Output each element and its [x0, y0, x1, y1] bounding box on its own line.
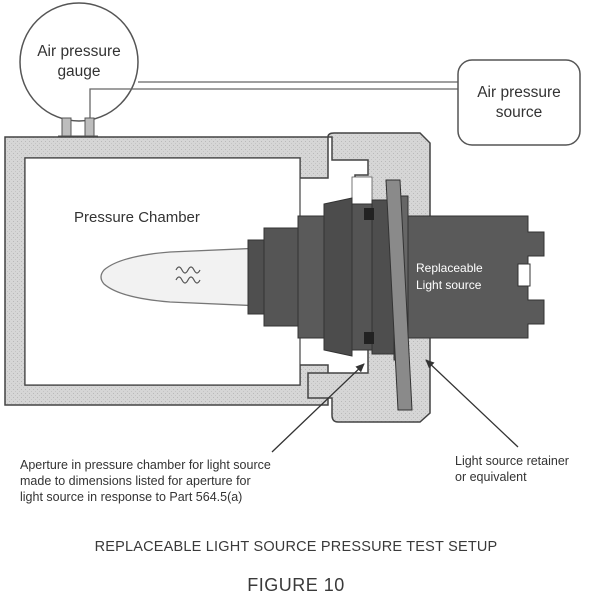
source-label-line2: source: [495, 104, 543, 121]
retainer-note-line2: or equivalent: [455, 470, 527, 484]
air-pressure-source: [458, 60, 580, 145]
aperture-note-line3: light source in response to Part 564.5(a): [20, 490, 243, 504]
retainer-note: [455, 453, 585, 485]
aperture-note: [20, 457, 340, 505]
figure-caption: REPLACEABLE LIGHT SOURCE PRESSURE TEST SETUP: [94, 539, 498, 555]
light-source-label-line2: Light source: [416, 278, 482, 292]
source-label-line1: Air pressure: [477, 84, 561, 101]
light-source-label-line1: Replaceable: [416, 261, 483, 275]
gauge-label-line1: Air pressure: [37, 43, 121, 60]
retainer-pointer-arrow: [426, 360, 518, 447]
chamber-label: Pressure Chamber: [74, 209, 200, 226]
air-pressure-gauge: [20, 3, 138, 121]
figure-number: FIGURE 10: [247, 575, 345, 595]
aperture-note-line1: Aperture in pressure chamber for light source: [20, 458, 271, 472]
air-line-pipe: [90, 82, 458, 120]
aperture-note-line2: made to dimensions listed for aperture for: [20, 474, 251, 488]
retainer-note-line1: Light source retainer: [455, 454, 569, 468]
gauge-label-line2: gauge: [57, 63, 101, 80]
